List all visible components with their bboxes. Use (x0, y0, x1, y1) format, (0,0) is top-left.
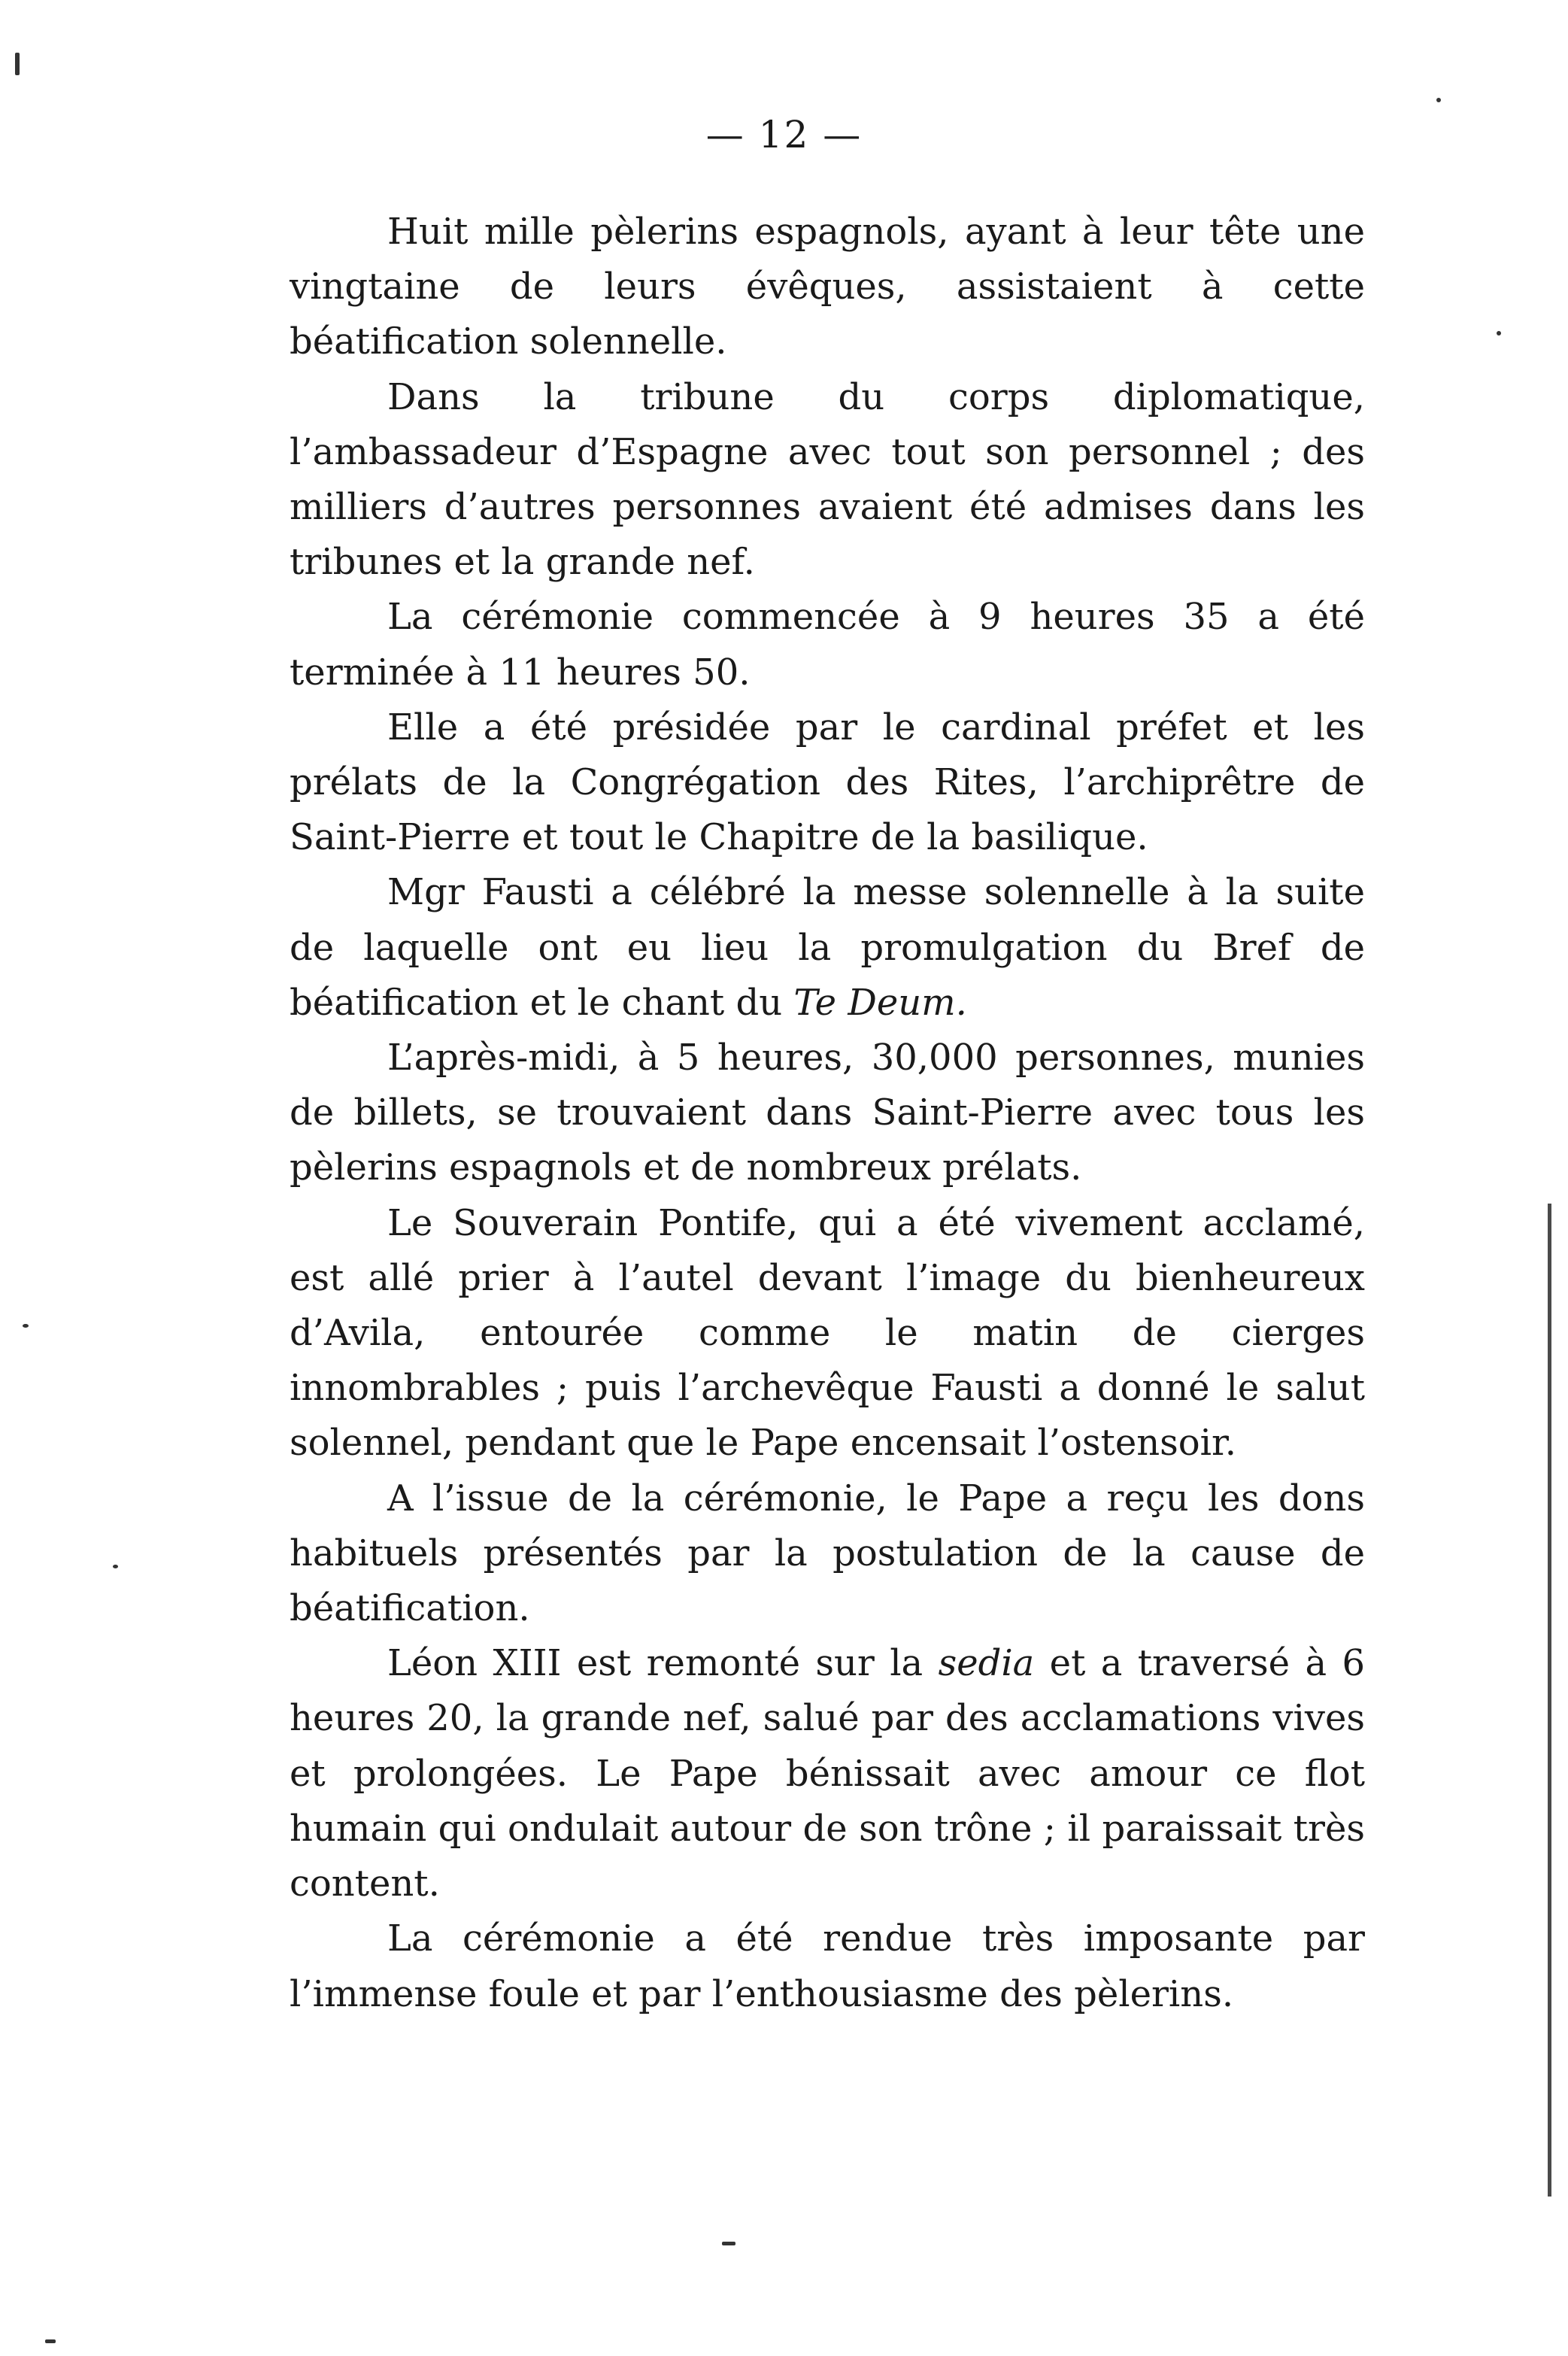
paragraph-8: A l’issue de la cérémonie, le Pape a reçu les dons habituels présentés par la postulation de la cause de béatification. (290, 1477, 1365, 1630)
scan-speck (722, 2242, 735, 2245)
paragraph-9 (290, 1636, 1365, 1911)
paragraph-3: La cérémonie commencée à 9 heures 35 a été terminée à 11 heures 50. (290, 596, 1365, 694)
scan-speck (1497, 331, 1501, 335)
paragraph-4: Elle a été présidée par le cardinal préfet et les prélats de la Congrégation des Rites, l’archiprêtre de Saint-Pierre et tout le Chapitre de la basilique. (290, 706, 1365, 859)
paragraph-6: L’après-midi, à 5 heures, 30,000 personnes, munies de billets, se trouvaient dans Saint-Pierre avec tous les pèlerins espagnols et de nombreux prélats. (290, 1037, 1365, 1189)
scan-speck (1436, 98, 1441, 102)
te-deum-italic: Te Deum. (793, 981, 967, 1024)
paragraph-2: Dans la tribune du corps diplomatique, l’ambassadeur d’Espagne avec tout son personnel ; des milliers d’autres personnes avaient été admises dans les tribunes et la grande nef. (290, 375, 1365, 584)
scan-speck (15, 53, 20, 75)
scan-speck (113, 1565, 118, 1568)
scan-edge-mark (1548, 1204, 1551, 2197)
paragraph-5-text: Mgr Fausti a célébré la messe solennelle à la suite de laquelle ont eu lieu la promulgation du Bref de béatification et le chant du (290, 871, 1365, 1024)
scan-speck (23, 1324, 29, 1328)
paragraph-10: La cérémonie a été rendue très imposante par l’immense foule et par l’enthousiasme des pèlerins. (290, 1917, 1365, 2015)
paragraph-9-rest: et a traversé à 6 heures 20, la grande nef, salué par des acclamations vives et prolongées. Le Pape bénissait avec amour ce flot humain qui ondulait autour de son trône ; il paraissait très content. (290, 1642, 1365, 1905)
scan-speck (45, 2339, 56, 2343)
page-number: — 12 — (705, 113, 863, 156)
body-text (290, 205, 1365, 2022)
paragraph-7: Le Souverain Pontife, qui a été vivement acclamé, est allé prier à l’autel devant l’image du bienheureux d’Avila, entourée comme le matin de cierges innombrables ; puis l’archevêque Fausti a donné le salut solennel, pendant que le Pape encensait l’ostensoir. (290, 1201, 1365, 1465)
paragraph-1: Huit mille pèlerins espagnols, ayant à leur tête une vingtaine de leurs évêques, assistaient à cette béatification solennelle. (290, 211, 1365, 363)
paragraph-5 (290, 865, 1365, 1031)
paragraph-9-text: Léon XIII est remonté sur la (387, 1642, 924, 1685)
sedia-italic: sedia (938, 1642, 1035, 1685)
